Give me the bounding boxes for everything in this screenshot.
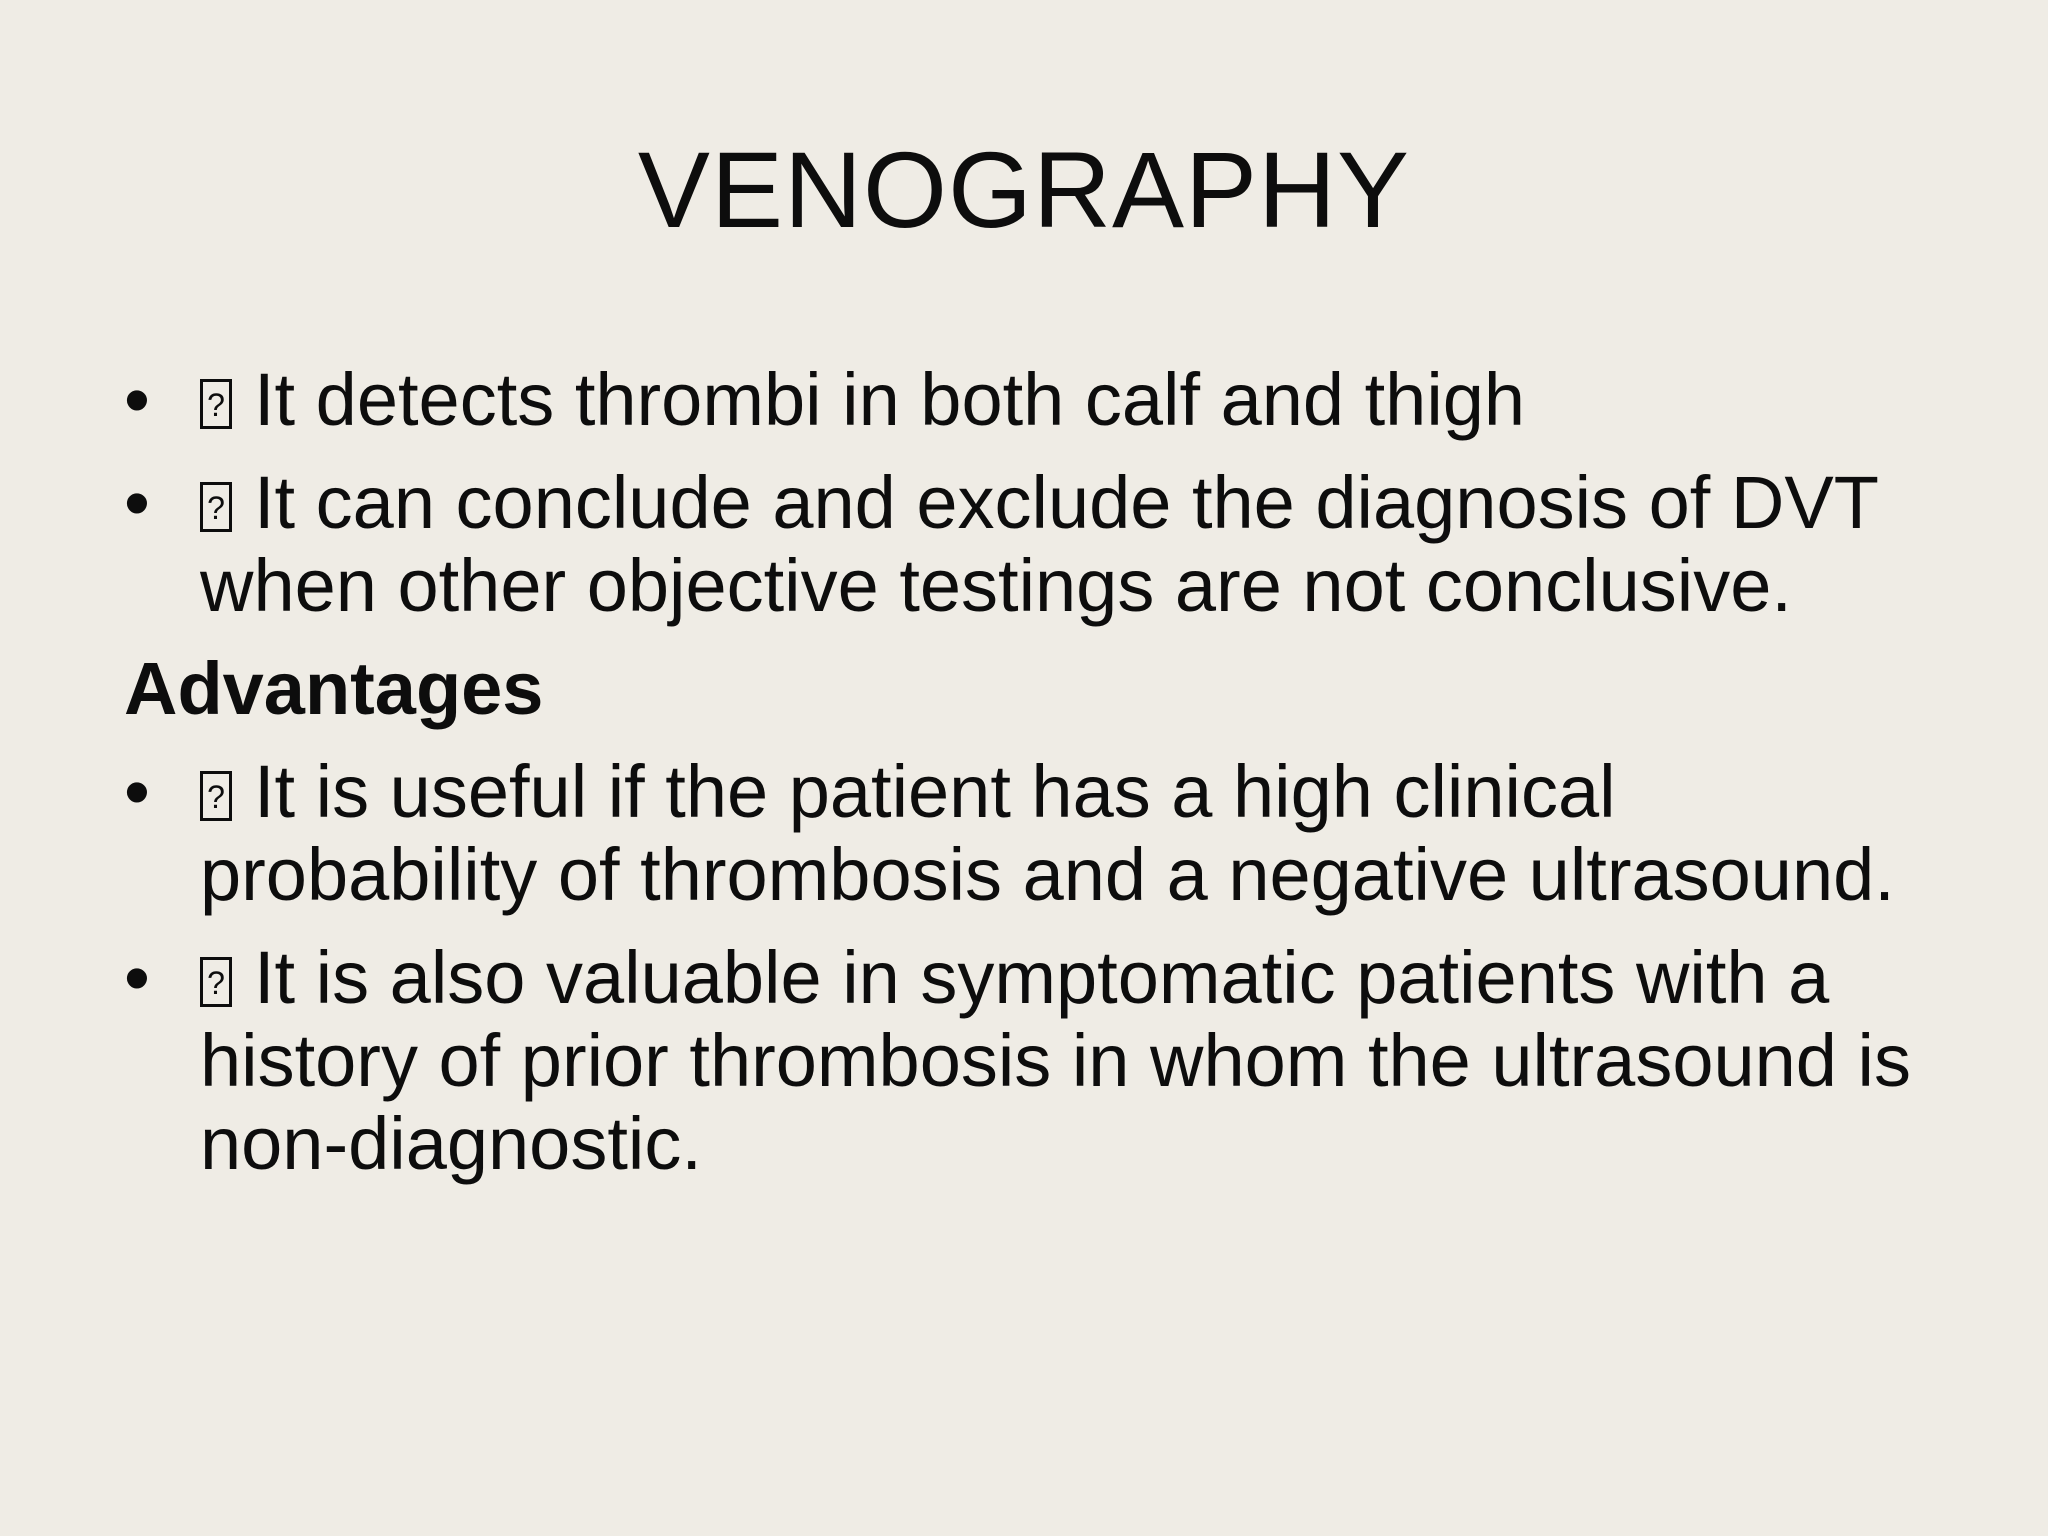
bullet-text: It is useful if the patient has a high clinical probability of thrombosis and a negative ultrasound.: [200, 750, 1895, 916]
bullet-dot: •: [124, 358, 150, 441]
bullet-text: It is also valuable in symptomatic patients with a history of prior thrombosis in whom the ultrasound is non-diagnostic.: [200, 936, 1911, 1185]
bullet-item: [124, 461, 1964, 627]
missing-glyph-icon: [200, 482, 232, 532]
bullet-item: [124, 358, 1964, 441]
missing-glyph-icon: [200, 771, 232, 821]
slide-title: VENOGRAPHY: [637, 129, 1411, 250]
bullet-dot: •: [124, 936, 150, 1019]
missing-glyph-icon: [200, 379, 232, 429]
bullet-text: It detects thrombi in both calf and thigh: [254, 358, 1526, 441]
bullet-dot: •: [124, 750, 150, 833]
bullet-item: [124, 750, 1964, 916]
bullet-item: [124, 936, 1964, 1185]
slide-content: [124, 358, 1964, 1205]
missing-glyph-icon: [200, 957, 232, 1007]
section-heading-advantages: Advantages: [124, 647, 544, 730]
bullet-text: It can conclude and exclude the diagnosis of DVT when other objective testings are not conclusive.: [200, 461, 1878, 627]
bullet-dot: •: [124, 461, 150, 544]
